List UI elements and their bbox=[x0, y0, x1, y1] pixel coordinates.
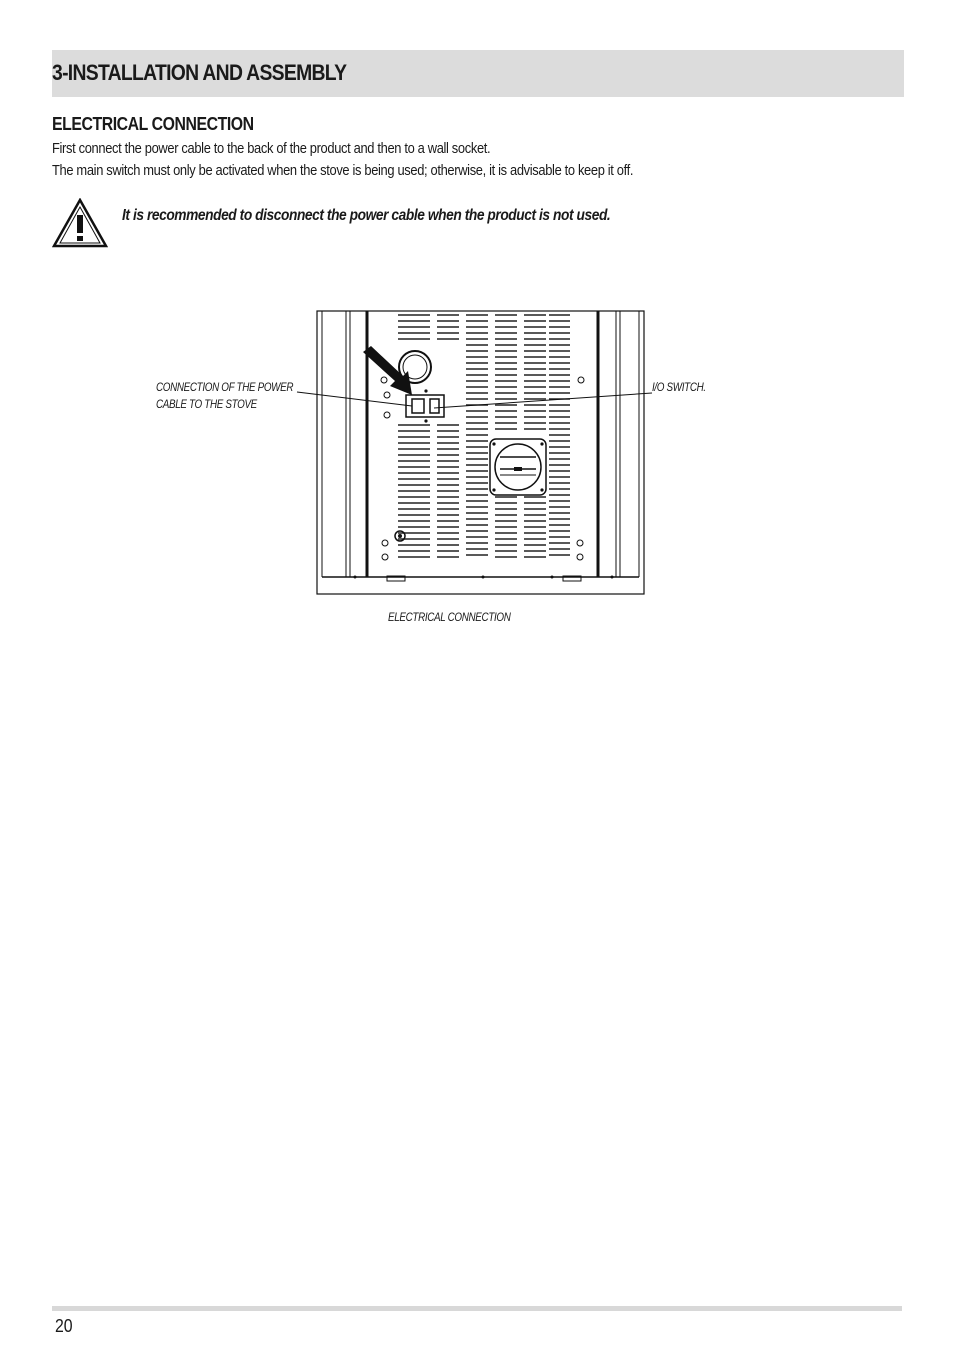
callout-power-cable bbox=[156, 379, 293, 413]
warning-text: It is recommended to disconnect the power cable when the product is not used. bbox=[122, 207, 611, 224]
footer-divider bbox=[52, 1306, 902, 1311]
page-number: 20 bbox=[55, 1316, 73, 1336]
figure-caption: ELECTRICAL CONNECTION bbox=[388, 610, 511, 624]
callout-io-switch: I/O SWITCH. bbox=[652, 380, 706, 394]
warning-triangle-icon bbox=[52, 198, 108, 248]
callout-left-line-1: CONNECTION OF THE POWER bbox=[156, 380, 294, 394]
section-title: ELECTRICAL CONNECTION bbox=[52, 114, 254, 134]
section-header-bar bbox=[52, 50, 904, 97]
paragraph-2: The main switch must only be activated when the stove is being used; otherwise, it is advisable to keep it off. bbox=[52, 162, 634, 179]
stove-back-diagram bbox=[150, 305, 750, 605]
paragraph-1: First connect the power cable to the back of the product and then to a wall socket. bbox=[52, 140, 491, 157]
page-title: 3-INSTALLATION AND ASSEMBLY bbox=[52, 60, 347, 85]
callout-left-line-2: CABLE TO THE STOVE bbox=[156, 397, 257, 411]
